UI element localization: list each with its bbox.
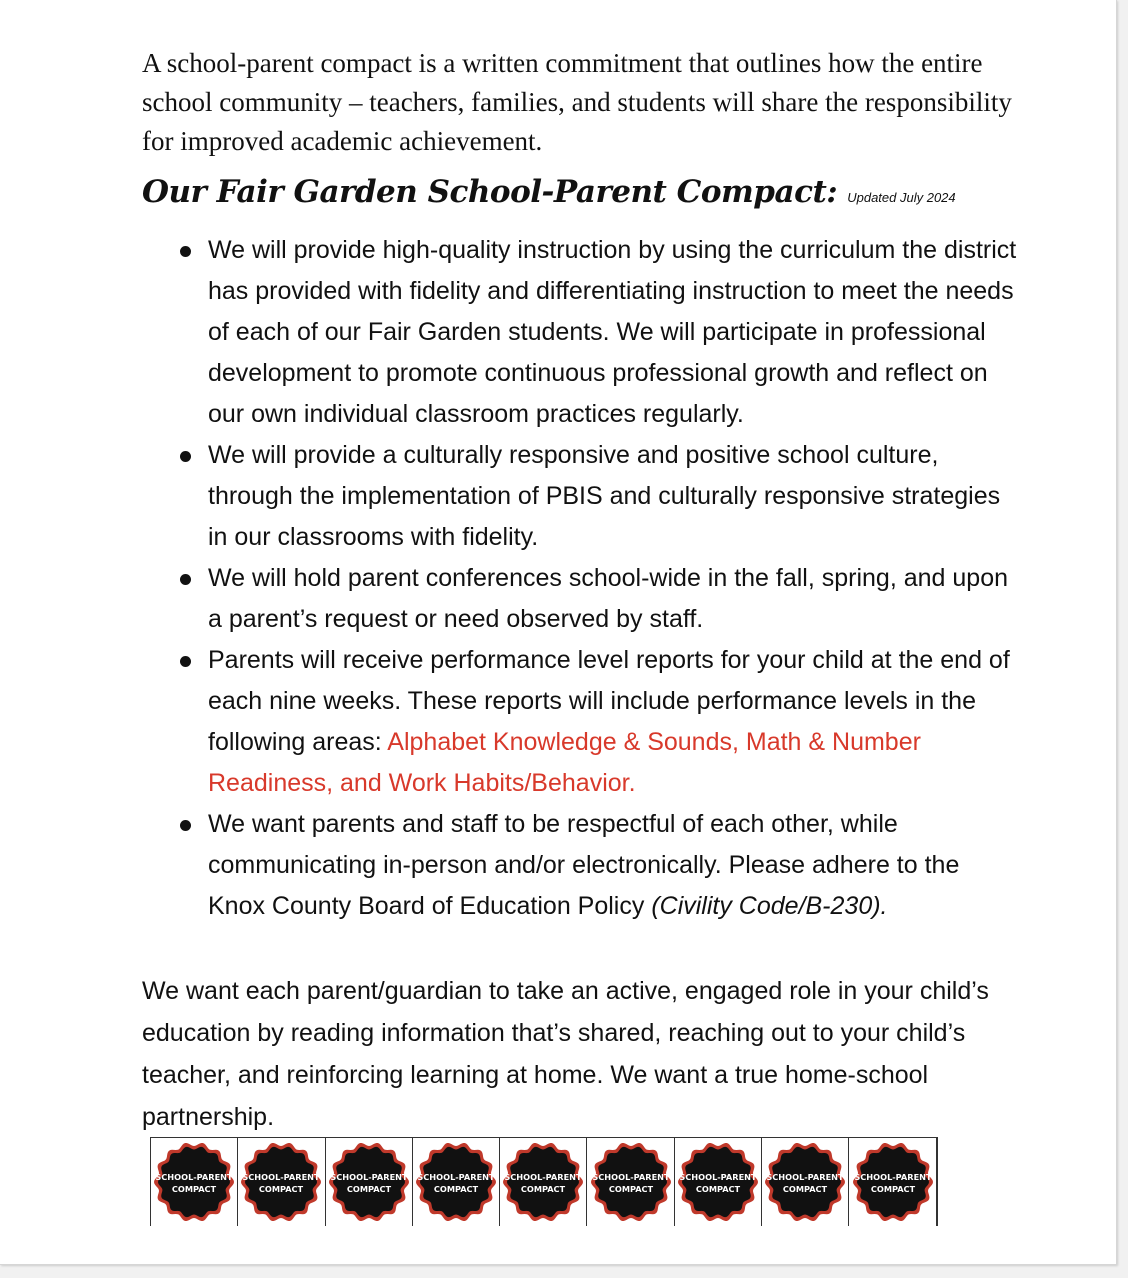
badge-line-1: SCHOOL-PARENT [592, 1172, 670, 1182]
civility-code-reference: (Civility Code/B-230). [651, 892, 888, 920]
list-item [168, 558, 1018, 640]
badge [586, 1138, 673, 1226]
badge-line-1: SCHOOL-PARENT [853, 1172, 932, 1182]
bullet-text: We will hold parent conferences school-wide in the fall, spring, and upon a parent’s request or need observed by staff. [208, 564, 1008, 633]
badge-line-2: COMPACT [346, 1184, 391, 1194]
school-parent-compact-seal-icon [502, 1141, 584, 1223]
school-parent-compact-seal-icon [852, 1141, 934, 1223]
badge [150, 1138, 237, 1226]
bullet-icon [180, 451, 191, 462]
school-parent-compact-seal-icon [677, 1141, 759, 1223]
badge [674, 1138, 761, 1226]
bullet-text: We will provide a culturally responsive and positive school culture, through the implementation of PBIS and culturally responsive strategies in our classrooms with fidelity. [208, 441, 1001, 551]
badge-line-1: SCHOOL-PARENT [330, 1172, 408, 1182]
badge-line-2: COMPACT [171, 1184, 217, 1194]
school-parent-compact-seal-icon [328, 1141, 410, 1223]
badge-line-2: COMPACT [783, 1184, 828, 1194]
compact-heading-row [142, 174, 1042, 210]
school-parent-compact-seal-icon [415, 1141, 497, 1223]
list-item [168, 640, 1018, 804]
closing-paragraph: We want each parent/guardian to take an active, engaged role in your child’s education by reading information that’s shared, reaching out to your child’s teacher, and reinforcing learning at home. We want a true home-school partnership. [142, 977, 989, 1131]
badge-line-1: SCHOOL-PARENT [679, 1172, 757, 1182]
performance-areas-highlight: Alphabet Knowledge & Sounds, Math & Number Readiness, and Work Habits/Behavior. [208, 728, 921, 797]
badge-line-2: COMPACT [259, 1184, 304, 1194]
list-item [168, 435, 1018, 558]
badge [499, 1138, 586, 1226]
badge-line-1: SCHOOL-PARENT [766, 1172, 844, 1182]
bullet-text: We will provide high-quality instruction by using the curriculum the district has provided with fidelity and differentiating instruction to meet the needs of each of our Fair Garden students. We will participate in professional development to promote continuous professional growth and reflect on our own individual classroom practices regularly. [208, 236, 1017, 428]
badge-line-1: SCHOOL-PARENT [155, 1172, 233, 1182]
bullet-icon [180, 820, 191, 831]
bullet-text: We want parents and staff to be respectful of each other, while communicating in-person and/or electronically. Please adhere to the Knox County Board of Education Policy [208, 810, 960, 920]
badge-line-2: COMPACT [521, 1184, 566, 1194]
compact-heading: Our Fair Garden School-Parent Compact: [142, 174, 838, 210]
school-parent-compact-seal-icon [153, 1141, 235, 1223]
badge-line-1: SCHOOL-PARENT [417, 1172, 495, 1182]
badge [848, 1138, 935, 1226]
bullet-icon [180, 246, 191, 257]
list-item [168, 804, 1018, 927]
updated-date-note: Updated July 2024 [847, 190, 956, 205]
badge-line-2: COMPACT [608, 1184, 653, 1194]
bullet-icon [180, 574, 191, 585]
badge-line-2: COMPACT [870, 1184, 915, 1194]
intro-paragraph: A school-parent compact is a written commitment that outlines how the entire school community – teachers, families, and students will share the responsibility for improved academic achievement. [142, 48, 1012, 156]
badge-line-1: SCHOOL-PARENT [242, 1172, 321, 1182]
badge [237, 1138, 324, 1226]
school-parent-compact-seal-icon [764, 1141, 846, 1223]
school-parent-compact-seal-icon [590, 1141, 672, 1223]
badge-strip [150, 1137, 938, 1226]
school-parent-compact-seal-icon [240, 1141, 322, 1223]
badge-line-2: COMPACT [695, 1184, 741, 1194]
badge-line-1: SCHOOL-PARENT [504, 1172, 582, 1182]
list-item [168, 230, 1018, 435]
badge-line-2: COMPACT [433, 1184, 479, 1194]
badge [325, 1138, 412, 1226]
badge [412, 1138, 499, 1226]
commitments-list [168, 230, 1018, 927]
bullet-icon [180, 656, 191, 667]
badge [761, 1138, 848, 1226]
bullet-text: Parents will receive performance level reports for your child at the end of each nine weeks. These reports will include performance levels in the following areas: [208, 646, 1010, 756]
